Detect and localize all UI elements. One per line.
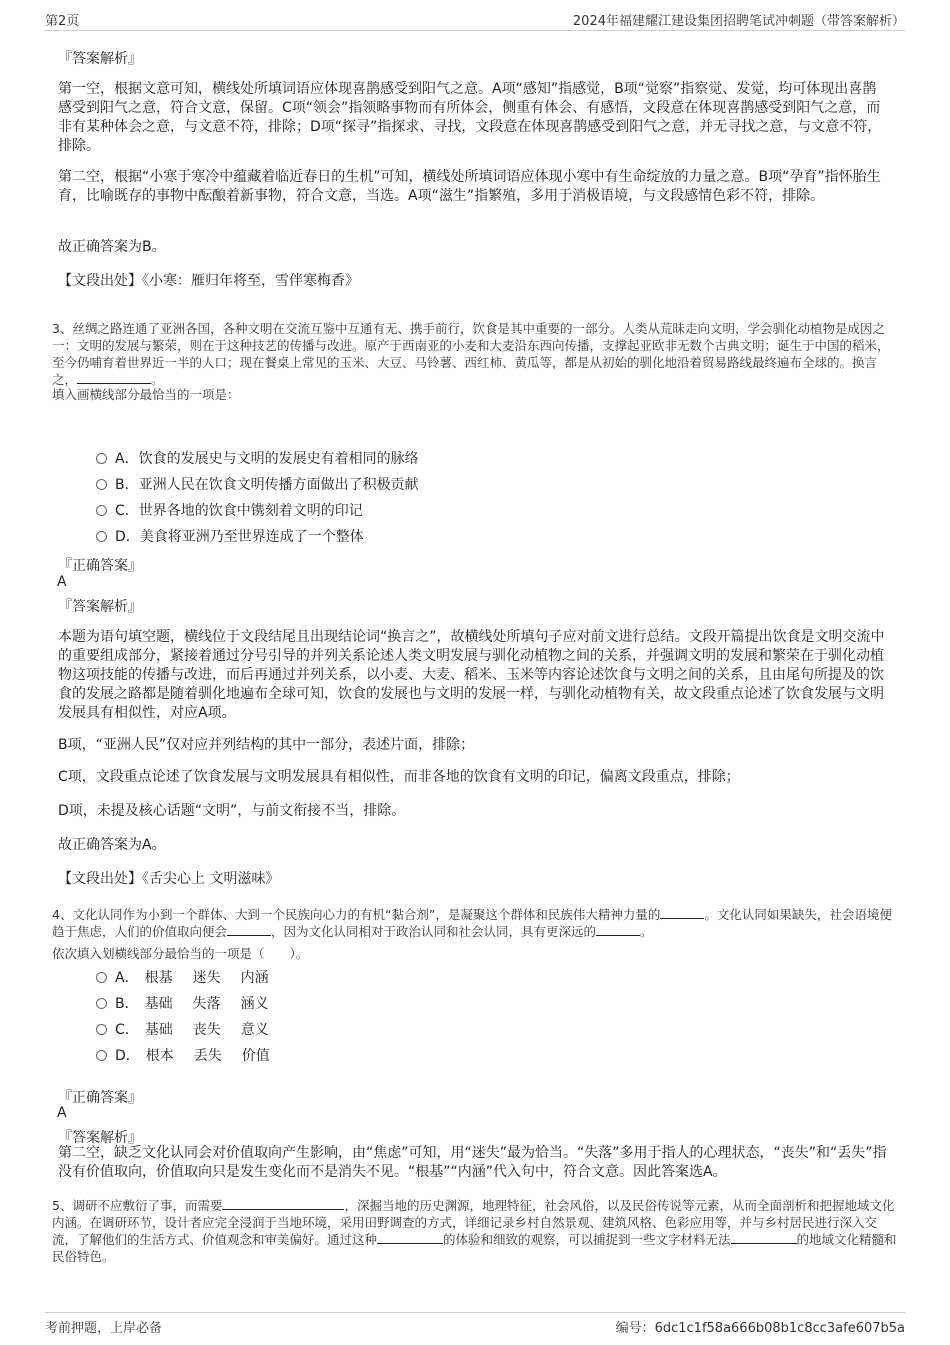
q4-analysis-para1: 第二空，缺乏文化认同会对价值取向产生影响，由“焦虑”可知，用“迷失”最为恰当。“失落”多用于指人的心理状态，“丧失”和“丢失”指没有价值取向，价值取向只是发生变化而不是消失不见。“根基”“内涵”代入句中，符合文意。因此答案选A。 xyxy=(58,1145,887,1180)
radio-icon[interactable] xyxy=(96,453,107,464)
q3-source: 【文段出处】《舌尖心上 文明滋味》 xyxy=(58,871,280,887)
q3-option-d[interactable]: D．美食将亚洲乃至世界连成了一个整体 xyxy=(96,526,364,546)
q3-answer: A xyxy=(57,574,67,590)
q3-analysis-para1: 本题为语句填空题，横线位于文段结尾且出现结论词“换言之”，故横线处所填句子应对前文进行总结。文段开篇提出饮食是文明交流中的重要组成部分，紧接着通过分号引导的并列关系论述人类文明发展与驯化动植物之间的关系，并强调文明的发展和繁荣在于驯化动植物这项技能的传播与改进，而后再通过并列关系，以小麦、大麦、稻米、玉米等内容论述饮食与文明之间的关系，且由尾句所提及的饮食的发展之路都是随着驯化地遍布全球可知，饮食的发展也与文明的发展一样，与驯化动植物有关，故文段重点论述了饮食发展与文明发展具有相似性，对应A项。 xyxy=(58,629,885,721)
q3-option-a[interactable]: A．饮食的发展史与文明的发展史有着相同的脉络 xyxy=(96,448,419,468)
q3-prompt: 填入画横线部分最恰当的一项是： xyxy=(52,387,240,402)
q3-answer-label: 『正确答案』 xyxy=(58,558,142,574)
q3-analysis-para2: B项，“亚洲人民”仅对应并列结构的其中一部分，表述片面，排除； xyxy=(58,737,475,753)
q4-stem: 4、文化认同作为小到一个群体、大到一个民族向心力的有机“黏合剂”，是凝聚这个群体和民族伟大精神力量的 。文化认同如果缺失，社会语境便趋于焦虑，人们的价值取向便会 ，因为文化认同相对于政治认同和社会认同，具有更深远的 。 xyxy=(52,907,892,939)
q3-option-b[interactable]: B．亚洲人民在饮食文明传播方面做出了积极贡献 xyxy=(96,474,419,494)
q4-prompt: 依次填入划横线部分最恰当的一项是（ ）。 xyxy=(52,946,309,961)
q2-source: 【文段出处】《小寒：雁归年将至，雪伴寒梅香》 xyxy=(58,273,359,289)
q2-analysis-para2: 第二空，根据“小寒于寒冷中蕴藏着临近春日的生机”可知，横线处所填词语应体现小寒中有生命绽放的力量之意。B项“孕育”指怀胎生育，比喻既存的事物中酝酿着新事物，符合文意，当选。A项“滋生”指繁殖，多用于消极语境，与文段感情色彩不符，排除。 xyxy=(58,169,881,204)
q4-option-d[interactable]: D． 根本 丢失 价值 xyxy=(96,1045,290,1065)
q5-blank-2 xyxy=(377,1231,443,1244)
q3-option-c[interactable]: C．世界各地的饮食中镌刻着文明的印记 xyxy=(96,500,363,520)
footer-slogan: 考前押题，上岸必备 xyxy=(45,1321,163,1336)
document-code: 编号：6dc1c1f58a666b08b1c8cc3afe607b5a xyxy=(615,1321,905,1336)
q2-conclusion: 故正确答案为B。 xyxy=(58,239,166,255)
q4-answer: A xyxy=(57,1105,67,1121)
radio-icon[interactable] xyxy=(96,505,107,516)
radio-icon[interactable] xyxy=(96,972,107,983)
document-title: 2024年福建耀江建设集团招聘笔试冲刺题（带答案解析） xyxy=(572,14,905,29)
q4-answer-label: 『正确答案』 xyxy=(58,1090,142,1106)
q3-blank xyxy=(77,371,151,384)
radio-icon[interactable] xyxy=(96,1024,107,1035)
q4-option-a[interactable]: A． 根基 迷失 内涵 xyxy=(96,967,289,987)
radio-icon[interactable] xyxy=(96,479,107,490)
q5-stem: 5、调研不应敷衍了事，而需要 ，深掘当地的历史渊源，地理特征，社会风俗，以及民俗传说等元素，从而全面剖析和把握地域文化内涵。在调研环节，设计者应完全浸润于当地环境，采用田野调查的方式，详细记录乡村自然景观、建筑风格、色彩应用等，并与乡村居民进行深入交流，了解他们的生活方式、价值观念和审美偏好。通过这种 的体验和细致的观察，可以捕捉到一些文字材料无法 的地域文化精髓和民俗特色。 xyxy=(52,1198,897,1264)
q3-analysis-para4: D项，未提及核心话题“文明”，与前文衔接不当，排除。 xyxy=(58,803,406,819)
q5-blank-3 xyxy=(731,1231,797,1244)
q4-analysis-label: 『答案解析』 xyxy=(58,1130,142,1146)
q4-blank-3 xyxy=(596,923,640,936)
q3-conclusion: 故正确答案为A。 xyxy=(58,837,166,853)
radio-icon[interactable] xyxy=(96,531,107,542)
radio-icon[interactable] xyxy=(96,998,107,1009)
q4-blank-1 xyxy=(660,906,704,919)
page-footer xyxy=(45,1312,905,1335)
q4-option-b[interactable]: B． 基础 失落 涵义 xyxy=(96,993,289,1013)
q5-blank-1 xyxy=(222,1197,344,1210)
radio-icon[interactable] xyxy=(96,1050,107,1061)
q3-stem: 3、丝绸之路连通了亚洲各国，各种文明在交流互鉴中互通有无、携手前行，饮食是其中重要的一部分。人类从荒昧走向文明，学会驯化动植物是成因之一：文明的发展与繁荣，则在于这种技艺的传播与改进。原产于西南亚的小麦和大麦沿东西向传播，支撑起亚欧非无数个古典文明；诞生于中国的稻米，至今仍哺育着世界近一半的人口；现在餐桌上常见的玉米、大豆、马铃薯、西红柿、黄瓜等，都是从初始的驯化地沿着贸易路线最终遍布全球的。换言之， 。 xyxy=(52,321,890,387)
q2-analysis-label: 『答案解析』 xyxy=(58,51,142,67)
q2-analysis-para1: 第一空，根据文意可知，横线处所填词语应体现喜鹊感受到阳气之意。A项“感知”指感觉，B项“觉察”指察觉、发觉，均可体现出喜鹊感受到阳气之意，符合文意，保留。C项“领会”指领略事物而有所体会，侧重有体会、有感悟，文段意在体现喜鹊感受到阳气之意，而非有某种体会之意，与文意不符，排除；D项“探寻”指探求、寻找，文段意在体现喜鹊感受到阳气之意，并无寻找之意，与文意不符，排除。 xyxy=(58,81,882,154)
page-header xyxy=(45,8,905,31)
page-number: 第2页 xyxy=(45,14,80,29)
q3-analysis-label: 『答案解析』 xyxy=(58,599,142,615)
q3-analysis-para3: C项，文段重点论述了饮食发展与文明发展具有相似性，而非各地的饮食有文明的印记，偏离文段重点，排除； xyxy=(58,769,740,785)
q4-blank-2 xyxy=(227,923,271,936)
q4-option-c[interactable]: C． 基础 丧失 意义 xyxy=(96,1019,289,1039)
